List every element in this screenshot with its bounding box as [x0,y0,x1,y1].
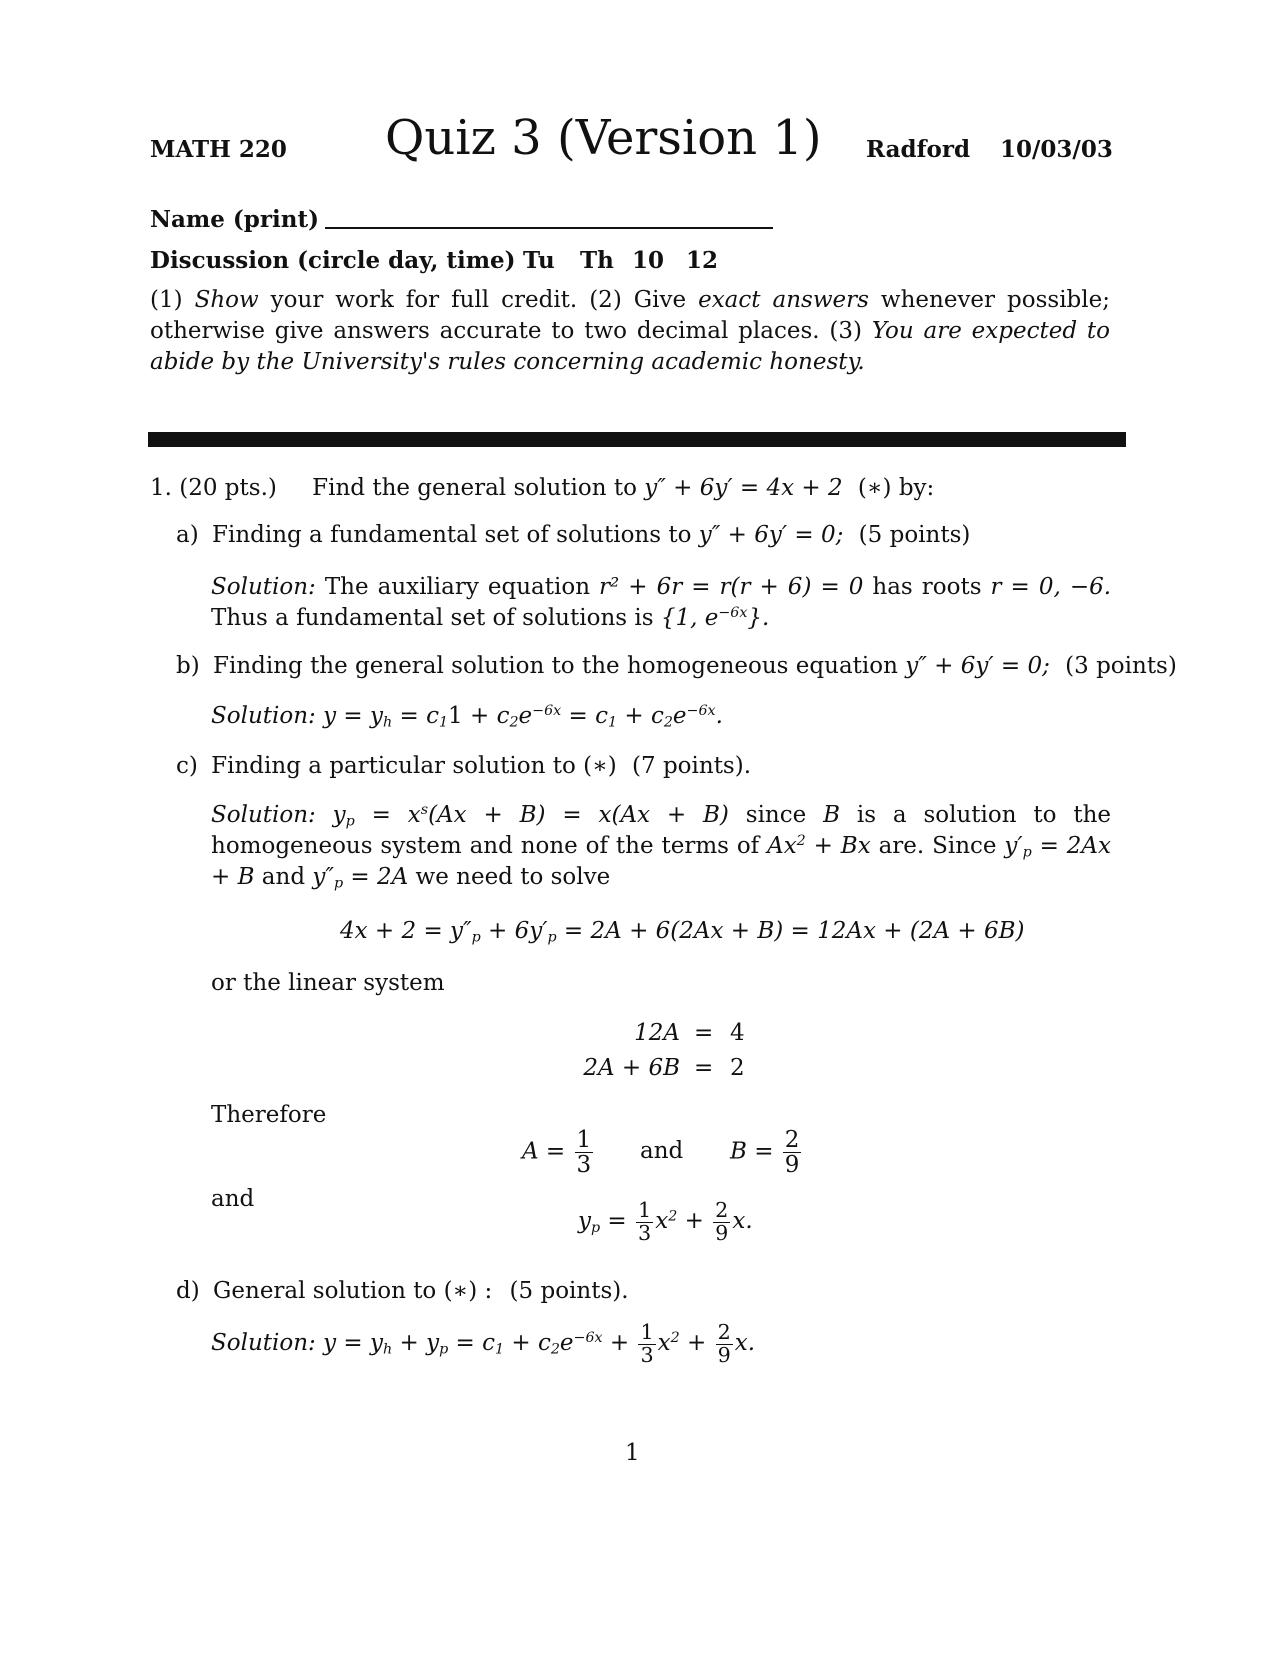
system-row2-eq: = [694,1055,714,1081]
system-row2-rhs: 2 [730,1055,745,1081]
instructor-name: Radford [866,136,971,163]
quiz-date: 10/03/03 [1000,136,1113,163]
system-row1-rhs: 4 [730,1020,745,1046]
and-word: and [640,1138,684,1164]
particular-solution: $y_p$ = $\frac{1}{3}$ $x^2$ + $\frac{2}{9}$ x. [578,1198,753,1245]
and-label: and [211,1186,255,1212]
discussion-option-th[interactable]: Th [580,247,614,274]
part-c: c) Finding a particular solution to (∗) (7 points). [176,753,752,779]
instructions: (1) Show your work for full credit. (2) Give exact answers whenever possible; otherwise give answers accurate to two decimal places. (3) You are expected to abide by the University's rules concerning academic honesty. [150,287,1110,375]
discussion-option-tu[interactable]: Tu [523,247,555,274]
name-label: Name (print) [150,206,319,233]
value-a: A = $\frac{1}{3}$ [522,1127,592,1179]
value-b: B = $\frac{2}{9}$ [730,1127,800,1179]
part-d: d) General solution to (∗) : (5 points). [176,1278,629,1304]
system-row1-lhs: 12A [634,1020,680,1046]
page-number: 1 [625,1440,640,1466]
part-c-solution: Solution: $y_p = x^s(Ax + B) = x(Ax + B)$ since B is a solution to the homogeneous system and none of the terms of $Ax^2 + Bx$ are. Since $y'_p = 2Ax + B$ and $y''_p = 2A$ we need to solve [211,802,1112,892]
problem-1-heading: 1. (20 pts.) Find the general solution to y″ + 6y′ = 4x + 2 (∗) by: [150,475,935,501]
part-b-solution: Solution: $y = y_h = c_11 + c_2e^{-6x} = c_1 + c_2e^{-6x}$. [211,703,723,731]
name-field-line[interactable] [325,227,773,229]
discussion-option-12[interactable]: 12 [686,247,719,274]
course-code: MATH 220 [150,136,287,163]
part-d-solution: Solution: $y = y_h + y_p = c_1 + c_2e^{-6x}$ + $\frac{1}{3}$ $x^2$ + $\frac{2}{9}$ x. [211,1320,756,1367]
discussion-label: Discussion (circle day, time) [150,247,516,274]
discussion-option-10[interactable]: 10 [632,247,665,274]
linear-system-label: or the linear system [211,970,445,996]
part-b: b) Finding the general solution to the homogeneous equation y″ + 6y′ = 0; (3 points) [176,653,1177,679]
part-a-solution: Solution: The auxiliary equation r² + 6r = r(r + 6) = 0 has roots r = 0, −6. Thus a fundamental set of solutions is {1, $e^{-6x}$}. [211,574,1112,631]
system-row2-lhs: 2A + 6B [583,1055,680,1081]
system-row1-eq: = [694,1020,714,1046]
part-a: a) Finding a fundamental set of solutions to y″ + 6y′ = 0; (5 points) [176,522,971,548]
display-equation: $4x + 2 = y''_p + 6y'_p = 2A + 6(2Ax + B) = 12Ax + (2A + 6B)$ [340,918,1025,946]
section-divider [148,432,1126,447]
therefore-label: Therefore [211,1102,327,1128]
page-title: Quiz 3 (Version 1) [385,110,822,166]
